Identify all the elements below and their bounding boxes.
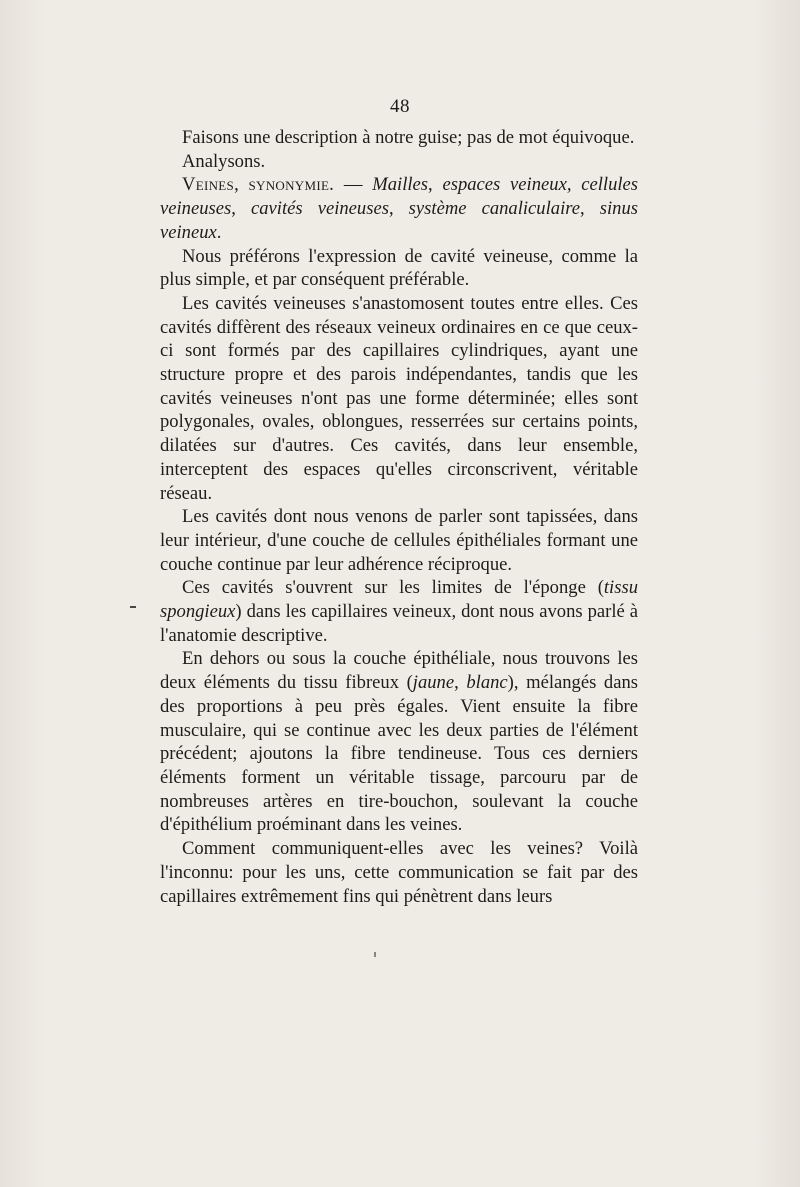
- text-run: ,: [231, 198, 251, 220]
- paragraph: [160, 173, 638, 244]
- text-run: Faisons une description à notre guise; pas de mot équivoque.: [182, 127, 635, 148]
- text-run: ), mélangés dans des proportions à peu près égales. Vient ensuite la fibre musculaire, qui se continue avec les deux parties de l'élément précédent; ajoutons la fibre tendineuse. Tous ces derniers éléments forment un véritable tissage, parcouru par de nombreuses artères en tire-bouchon, soulevant la couche d'épithélium proéminant dans les veines.: [160, 672, 639, 836]
- italic-run: système canaliculaire: [408, 198, 581, 220]
- text-run: Nous préférons l'expression de cavité veineuse, comme la plus simple, et par conséquent préférable.: [160, 245, 638, 291]
- italic-run: jaune: [412, 672, 455, 694]
- paragraph: [160, 245, 638, 292]
- small-caps-run: Veines: [182, 174, 235, 196]
- paragraph: [160, 837, 638, 908]
- text-run: ,: [454, 672, 467, 694]
- text-run: ,: [388, 198, 409, 220]
- italic-run: espaces veineux, cellules veineuses: [160, 174, 639, 220]
- text-run: Ces cavités s'ouvrent sur les limites de l'éponge (: [182, 577, 604, 599]
- paragraph: [160, 150, 638, 174]
- ink-speck: [130, 606, 136, 608]
- small-caps-run: synonymie.: [248, 174, 335, 196]
- paragraph: [160, 505, 638, 576]
- italic-run: sinus veineux: [160, 198, 638, 243]
- ink-mark: [374, 952, 376, 957]
- body-text: [160, 126, 638, 908]
- text-run: Les cavités dont nous venons de parler sont tapissées, dans leur intérieur, d'une couche de cellules épithéliales formant une couche continue par leur adhérence réciproque.: [160, 506, 638, 575]
- text-run: .: [216, 221, 222, 243]
- text-run: ,: [580, 198, 600, 220]
- italic-run: Mailles: [372, 174, 429, 196]
- text-run: Analysons.: [182, 150, 266, 172]
- text-run: —: [334, 174, 373, 196]
- paragraph: [160, 647, 638, 837]
- text-run: Les cavités veineuses s'anastomosent toutes entre elles. Ces cavités diffèrent des réseaux veineux ordinaires en ce que ceux-ci sont formés par des capillaires cylindriques, ayant une structure propre et des parois indépendantes, tandis que les cavités veineuses n'ont pas une forme déterminée; elles sont polygonales, ovales, oblongues, resserrées sur certains points, dilatées sur d'autres. Ces cavités, dans leur ensemble, interceptent des espaces qu'elles circonscrivent, véritable réseau.: [160, 292, 638, 504]
- text-run: En dehors ou sous la couche épithéliale, nous trouvons les deux éléments du tissu fibreux (: [160, 648, 638, 694]
- text-run: ) dans les capillaires veineux, dont nous avons parlé à l'anatomie descriptive.: [160, 601, 638, 646]
- text-run: ,: [428, 174, 443, 196]
- paragraph: [160, 126, 638, 150]
- text-run: ,: [234, 174, 249, 196]
- page-number: 48: [390, 96, 410, 117]
- text-run: Comment communiquent-elles avec les veines? Voilà l'inconnu: pour les uns, cette communication se fait par des capillaires extrêmement fins qui pénètrent dans leurs: [160, 838, 638, 907]
- italic-run: cavités veineuses: [250, 198, 389, 220]
- paragraph: [160, 576, 638, 647]
- paragraph: [160, 292, 638, 505]
- italic-run: tissu spongieux: [160, 577, 638, 623]
- italic-run: blanc: [466, 672, 508, 694]
